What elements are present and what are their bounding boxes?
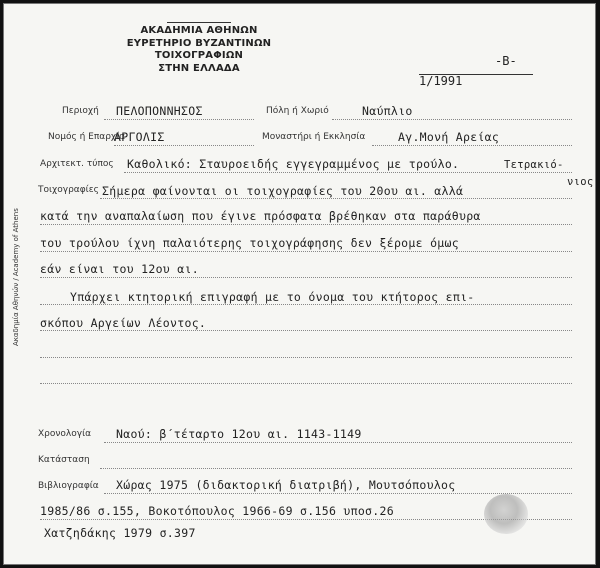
murals-line-1: Σήμερα φαίνονται οι τοιχογραφίες του 20ου αι. αλλά bbox=[102, 184, 464, 198]
watermark-stamp bbox=[484, 494, 528, 534]
value-monastery: Αγ.Μονή Αρείας bbox=[398, 130, 500, 144]
value-architecture: Καθολικό: Σταυροειδής εγγεγραμμένος με τρούλο. bbox=[127, 157, 460, 171]
header-index-title: ΕΥΡΕΤΗΡΙΟ ΒΥΖΑΝΤΙΝΩΝ ΤΟΙΧΟΓΡΑΦΙΩΝ bbox=[126, 37, 272, 61]
dotline-condition bbox=[100, 468, 572, 469]
bibliography-line-1: Χώρας 1975 (διδακτορική διατριβή), Μουτσόπουλος bbox=[116, 478, 456, 492]
code-number: 1/1991 bbox=[419, 74, 463, 88]
label-chronology: Χρονολογία bbox=[38, 429, 92, 439]
dotline-murals-1 bbox=[100, 198, 572, 199]
murals-line-5: Υπάρχει κτητορική επιγραφή με το όνομα του κτήτορος επι- bbox=[70, 290, 475, 304]
dotline-city bbox=[332, 119, 572, 120]
dotline-monastery bbox=[372, 145, 572, 146]
dotline-empty-1 bbox=[40, 357, 572, 358]
dotline-murals-6 bbox=[40, 330, 572, 331]
header-academy: ΑΚΑΔΗΜΙΑ ΑΘΗΝΩΝ bbox=[140, 25, 258, 36]
side-credit: Ακαδημία Αθηνών / Academy of Athens bbox=[12, 208, 20, 346]
murals-line-6: σκόπου Αργείων Λέοντος. bbox=[40, 316, 207, 330]
label-prefecture: Νομός ή Επαρχία bbox=[48, 132, 126, 142]
label-bibliography: Βιβλιογραφία bbox=[38, 481, 99, 491]
value-city: Ναύπλιο bbox=[362, 104, 413, 118]
label-city: Πόλη ή Χωριό bbox=[266, 106, 329, 116]
dotline-prefecture bbox=[114, 145, 254, 146]
murals-line-2: κατά την αναπαλαίωση που έγινε πρόσφατα βρέθηκαν στα παράθυρα bbox=[40, 209, 481, 223]
index-card bbox=[3, 3, 596, 565]
value-prefecture: ΑΡΓΟΛΙΣ bbox=[114, 130, 165, 144]
dotline-murals-4 bbox=[40, 277, 572, 278]
bibliography-line-2: 1985/86 σ.155, Βοκοτόπουλος 1966-69 σ.156 υποσ.26 bbox=[40, 504, 394, 518]
dotline-chronology bbox=[104, 442, 572, 443]
dotline-region bbox=[104, 119, 254, 120]
label-region: Περιοχή bbox=[62, 106, 99, 116]
value-architecture-cont2: νιος bbox=[567, 176, 594, 188]
dotline-murals-5 bbox=[40, 304, 572, 305]
header-country: ΣΤΗΝ ΕΛΛΑΔΑ bbox=[158, 62, 240, 74]
murals-line-3: του τρούλου ίχνη παλαιότερης τοιχογράφησης δεν ξέρομε όμως bbox=[40, 236, 459, 250]
header-rule bbox=[167, 22, 231, 23]
label-architecture: Αρχιτεκτ. τύπος bbox=[40, 159, 114, 169]
label-monastery: Μοναστήρι ή Εκκλησία bbox=[262, 132, 366, 142]
value-architecture-cont: Τετρακιό- bbox=[504, 159, 564, 171]
bibliography-line-3: Χατζηδάκης 1979 σ.397 bbox=[44, 526, 196, 540]
murals-line-4: εάν είναι του 12ου αι. bbox=[40, 262, 199, 276]
code-letter: -Β- bbox=[495, 54, 517, 68]
dotline-empty-2 bbox=[40, 383, 572, 384]
label-condition: Κατάσταση bbox=[38, 455, 90, 465]
dotline-murals-2 bbox=[40, 224, 572, 225]
dotline-architecture bbox=[124, 172, 572, 173]
label-murals: Τοιχογραφίες bbox=[38, 185, 99, 195]
value-region: ΠΕΛΟΠΟΝΝΗΣΟΣ bbox=[116, 104, 203, 118]
dotline-murals-3 bbox=[40, 251, 572, 252]
card-header bbox=[94, 22, 304, 75]
value-chronology: Ναού: β΄τέταρτο 12ου αι. 1143-1149 bbox=[116, 427, 362, 441]
